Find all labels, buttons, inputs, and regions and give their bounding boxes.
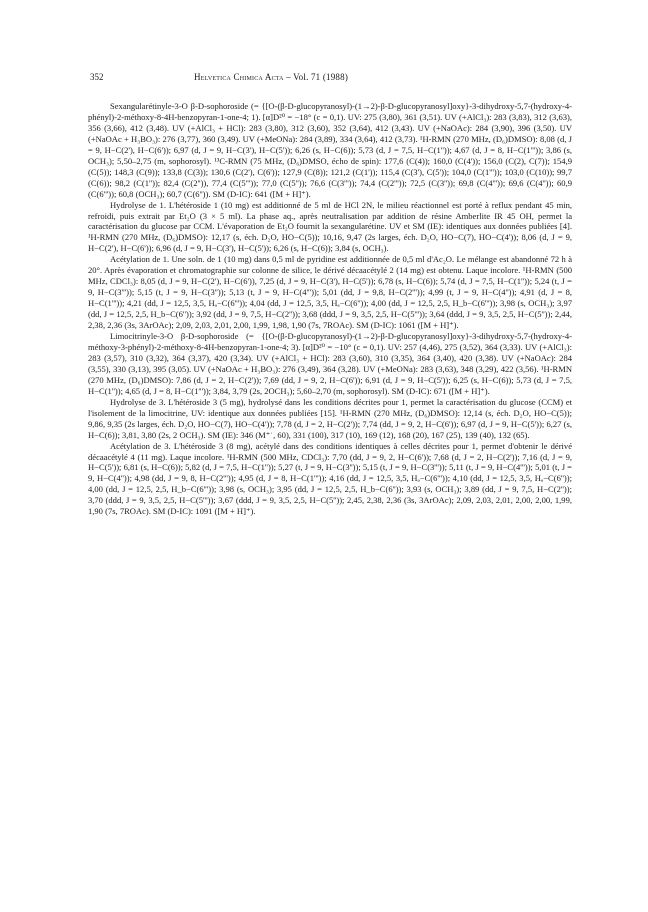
running-head <box>194 72 348 83</box>
paragraph-acetylation-3: Acétylation de 3. L'hétéroside 3 (8 mg), acétylé dans des conditions identiques à celles décrites pour 1, permet d'obtenir le dérivé décaacétylé 4 (11 mg). Laque incolore. ¹H-RMN (500 MHz, CDCl₃): 7,70 (dd, J = 9, 2, H−C(6')); 7,68 (d, J = 2, H−C(2')); 7,16 (d, J = 9, H−C(5')); 6,81 (s, H−C(6)); 5,82 (d, J = 7,5, H−C(1'')); 5,27 (t, J = 9, H−C(3'')); 5,15 (t, J = 9, H−C(3''')); 5,11 (t, J = 9, H−C(4''')); 5,01 (t, J = 9, H−C(4'')); 4,98 (dd, J = 9, 8, H−C(2''')); 4,95 (d, J = 8, H−C(1''')); 4,16 (dd, J = 12,5, 3,5, Hₐ−C(6''')); 4,10 (dd, J = 12,5, 3,5, Hₐ−C(6'')); 4,00 (dd, J = 12,5, 2,5, H_b−C(6''')); 3,98 (s, OCH₃); 3,95 (dd, J = 12,5, 2,5, H_b−C(6'')); 3,93 (s, OCH₃); 3,89 (dd, J = 9, 7,5, H−C(2'')); 3,70 (ddd, J = 9, 3,5, 2,5, H−C(5''')); 3,67 (ddd, J = 9, 3,5, 2,5, H−C(5'')); 2,45, 2,38, 2,36 (3s, 3ArOAc); 2,09, 2,03, 2,01, 2,00, 2,00, 1,99, 1,90 (7s, 7RОAc). SM (D-IC): 1091 ([M + H]⁺). <box>88 440 572 517</box>
page-number: 352 <box>90 72 104 82</box>
page-header <box>90 72 572 84</box>
paragraph-limocitrin-sophoroside: Limocitrinyle-3-O β-D-sophoroside (= {[O-(β-D-glucopyranosyl)-(1→2)-β-D-glucopyranosyl]oxy}-3-dihydroxy-5,7-(hydroxy-4-méthoxy-3-phényl)-2-méthoxy-8-4H-benzopyran-1-one-4; 3). [α]D²⁰ = −10° (c = 0,1). UV: 257 (4,46), 275 (3,52), 364 (3,33). UV (+AlCl₃): 283 (3,57), 310 (3,32), 364 (3,37), 420 (3,34). UV (+AlCl₃ + HCl): 283 (3,60), 310 (3,35), 364 (3,40), 420 (3,38). UV (+NaOAc): 284 (3,55), 330 (3,13), 395 (3,05). UV (+NaOAc + H₃BO₃): 276 (3,49), 364 (3,28). UV (+MeONa): 283 (3,63), 348 (3,29), 422 (3,56). ¹H-RMN (270 MHz, (D₆)DMSO): 7,86 (d, J = 2, H−C(2')); 7,69 (dd, J = 9, 2, H−C(6')); 6,91 (d, J = 9, H−C(5')); 6,25 (s, H−C(6)); 5,73 (d, J = 7,5, H−C(1'')); 4,65 (d, J = 8, H−C(1''')); 3,84, 3,79 (2s, 2OCH₃); 5,60–2,70 (m, sophorosyl). SM (D-IC): 671 ([M + H]⁺). <box>88 331 572 396</box>
paragraph-hydrolysis-3: Hydrolyse de 3. L'hétéroside 3 (5 mg), hydrolysé dans les conditions décrites pour 1, permet la caractérisation du glucose (CCM) et l'isolement de la limocitrine, UV: identique aux données publiées [15]. ¹H-RMN (270 MHz, (D₆)DMSO): 12,14 (s, éch. D₂O, HO−C(5)); 9,86, 9,35 (2s larges, éch. D₂O, HO−C(7), HO−C(4')); 7,78 (d, J = 2, H−C(2')); 7,74 (dd, J = 9, 2, H−C(6')); 6,97 (d, J = 9, H−C(5')); 6,27 (s, H−C(6)); 3,81, 3,80 (2s, 2 OCH₃). SM (IE): 346 (M⁺˙, 60), 331 (100), 317 (10), 169 (12), 168 (20), 167 (25), 139 (40), 132 (65). <box>88 396 572 440</box>
paragraph-sexangularetin-sophoroside: Sexangularétinyle-3-O β-D-sophoroside (= {[O-(β-D-glucopyranosyl)-(1→2)-β-D-glucopyranosyl]oxy}-3-dihydroxy-5,7-(hydroxy-4-phényl)-2-méthoxy-8-4H-benzopyran-1-one-4; 1). [α]D²⁰ = −18° (c = 0,1). UV: 275 (3,80), 361 (3,51). UV (+AlCl₃): 283 (3,83), 312 (3,63), 356 (3,66), 412 (3,48). UV (+AlCl₃ + HCl): 283 (3,80), 312 (3,60), 352 (3,64), 412 (3,43). UV (+NaOAc): 284 (3,90), 396 (3,50). UV (+NaOAc + H₃BO₃): 276 (3,77), 360 (3,49). UV (+MeONa): 284 (3,89), 334 (3,64), 412 (3,73). ¹H-RMN (270 MHz, (D₆)DMSO): 8,08 (d, J = 9, H−C(2'), H−C(6')); 6,97 (d, J = 9, H−C(3'), H−C(5')); 6,26 (s, H−C(6)); 5,73 (d, J = 7,5, H−C(1'')); 4,67 (d, J = 8, H−C(1''')); 3,86 (s, OCH₃); 5,50–2,75 (m, sophorosyl). ¹³C-RMN (75 MHz, (D₆)DMSO, écho de spin): 177,6 (C(4)); 160,0 (C(4')); 156,0 (C(2), C(7)); 154,9 (C(5)); 148,3 (C(9)); 133,8 (C(3)); 130,6 (C(2'), C(6')); 127,9 (C(8)); 121,2 (C(1')); 115,4 (C(3'), C(5')); 104,0 (C(1''')); 103,0 (C(10)); 99,7 (C(6)); 98,2 (C(1'')); 82,4 (C(2'')), 77,4 (C(5''')); 77,0 (C(5'')); 76,6 (C(3''')); 74,4 (C(2''')); 72,5 (C(3'')); 69,8 (C(4''')); 69,6 (C(4'')); 60,9 (C(6''')); 60,8 (OCH₃); 60,7 (C(6'')). SM (D-IC): 641 ([M + H]⁺). <box>88 101 572 199</box>
paragraph-acetylation-1: Acétylation de 1. Une soln. de 1 (10 mg) dans 0,5 ml de pyridine est additionnée de 0,5 ml d'Ac₂O. Le mélange est abandonné 72 h à 20°. Après évaporation et chromatographie sur colonne de silice, le dérivé décaacétylé 2 (14 mg) est obtenu. Laque incolore. ¹H-RMN (500 MHz, CDCl₃): 8,05 (d, J = 9, H−C(2'), H−C(6')), 7,25 (d, J = 9, H−C(3'), H−C(5')); 6,78 (s, H−C(6)); 5,74 (d, J = 7,5, H−C(1'')); 5,24 (t, J = 9, H−C(3''')); 5,15 (t, J = 9, H−C(3'')); 5,13 (t, J = 9, H−C(4''')); 5,01 (dd, J = 9,8, H−C(2''')); 4,99 (t, J = 9, H−C(4'')); 4,91 (d, J = 8, H−C(1''')); 4,21 (dd, J = 12,5, 3,5, Hₐ−C(6''')); 4,04 (dd, J = 12,5, 3,5, Hₐ−C(6'')); 4,00 (dd, J = 12,5, 2,5, H_b−C(6''')); 3,98 (s, OCH₃); 3,97 (dd, J = 12,5, 2,5, H_b−C(6'')); 3,92 (dd, J = 9, 7,5, H−C(2'')); 3,68 (ddd, J = 9, 3,5, 2,5, H−C(5''')); 3,64 (ddd, J = 9, 3,5, 2,5, H−C(5'')); 2,44, 2,38, 2,36 (3s, 3ArOAc); 2,09, 2,03, 2,01, 2,00, 1,99, 1,98, 1,90 (7s, 7RОAc). SM (D-IC): 1061 ([M + H]⁺). <box>88 254 572 331</box>
journal-name: Helvetica Chimica Acta <box>194 72 284 82</box>
journal-page <box>88 72 572 517</box>
journal-volume: – Vol. 71 (1988) <box>283 72 349 82</box>
paragraph-hydrolysis-1: Hydrolyse de 1. L'hétéroside 1 (10 mg) est additionné de 5 ml de HCl 2N, le milieu réactionnel est porté à reflux pendant 45 min, refroidi, puis extrait par Et₂O (3 × 5 ml). La phase aq., après neutralisation par addition de résine Amberlite IR 45 OH, permet la caractérisation du glucose par CCM. L'évaporation de Et₂O fournit la sexangularétine. UV et SM (IE): identiques aux données publiées [4]. ¹H-RMN (270 MHz, (D₆)DMSO): 12,17 (s, éch. D₂O, HO−C(5)); 10,16, 9,47 (2s larges, éch. D₂O, HO−C(7), HO−C(4')); 8,06 (d, J = 9, H−C(2'), H−C(6')); 6,96 (d, J = 9, H−C(3'), H−C(5')); 6,26 (s, H−C(6)); 3,84 (s, OCH₃). <box>88 199 572 254</box>
